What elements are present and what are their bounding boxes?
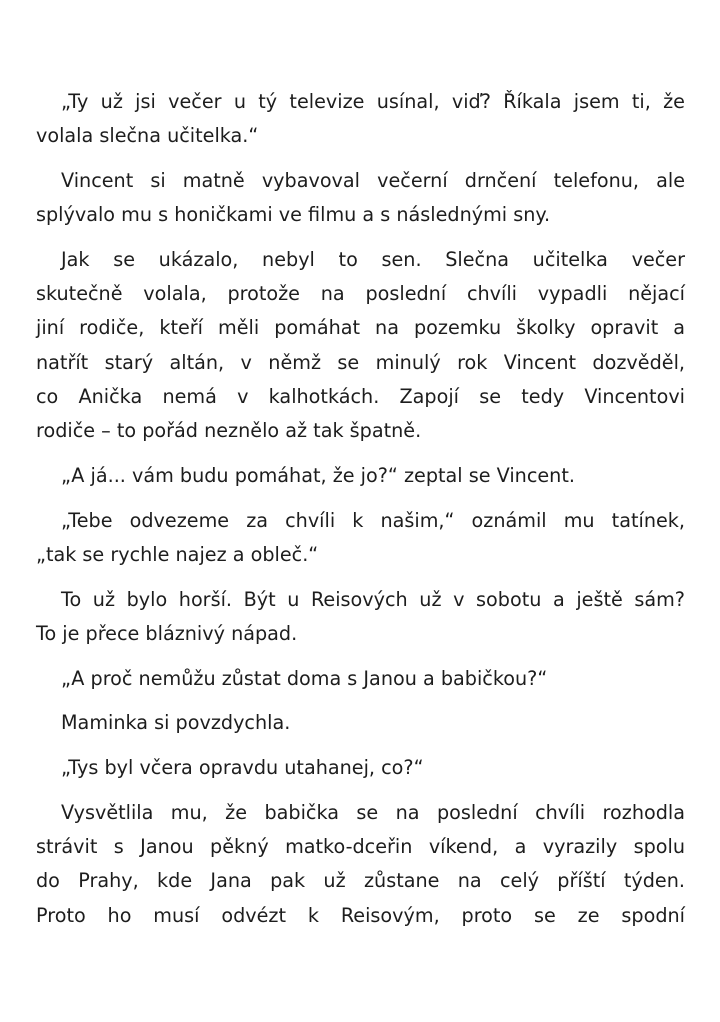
paragraph (36, 662, 685, 696)
text-line: do Prahy, kde Jana pak už zůstane na celý příští týden. (36, 869, 685, 893)
text-line: „Tebe odvezeme za chvíli k našim,“ oznámil mu tatínek, (61, 508, 685, 532)
text-line: Vincent si matně vybavoval večerní drnčení telefonu, ale (61, 169, 685, 192)
paragraph (36, 583, 685, 651)
text-line: volala slečna učitelka.“ (36, 124, 259, 148)
paragraph (36, 459, 685, 493)
paragraph (36, 504, 685, 572)
text-line: To je přece bláznivý nápad. (36, 621, 298, 645)
text-line: To už bylo horší. Být u Reisových už v sobotu a ještě sám? (61, 587, 685, 611)
text-line: jiní rodiče, kteří měli pomáhat na pozemku školky opravit a (36, 316, 685, 340)
text-line: Jak se ukázalo, nebyl to sen. Slečna učitelka večer (61, 248, 685, 271)
text-line: skutečně volala, protože na poslední chvíli vypadli nějací (36, 282, 685, 306)
text-line: „A já... vám budu pomáhat, že jo?“ zeptal se Vincent. (61, 463, 575, 487)
paragraph (36, 85, 685, 153)
paragraph (36, 164, 685, 232)
paragraph (36, 243, 685, 448)
text-line: splývalo mu s honičkami ve filmu a s následnými sny. (36, 203, 551, 227)
text-line: rodiče – to pořád neznělo až tak špatně. (36, 419, 422, 443)
paragraph (36, 751, 685, 785)
text-line: „tak se rychle najez a obleč.“ (36, 542, 319, 566)
text-line: „Tys byl včera opravdu utahanej, co?“ (61, 756, 424, 780)
text-line: „Ty už jsi večer u tý televize usínal, viď? Říkala jsem ti, že (61, 90, 685, 113)
paragraph (36, 706, 685, 740)
text-line: „A proč nemůžu zůstat doma s Janou a babičkou?“ (61, 666, 548, 690)
text-line: Proto ho musí odvézt k Reisovým, proto se ze spodní (36, 903, 685, 927)
text-line: Maminka si povzdychla. (61, 711, 291, 735)
text-line: co Anička nemá v kalhotkách. Zapojí se tedy Vincentovi (36, 384, 685, 408)
paragraph (36, 796, 685, 933)
text-line: natřít starý altán, v němž se minulý rok Vincent dozvěděl, (36, 350, 685, 374)
text-line: Vysvětlila mu, že babička se na poslední chvíli rozhodla (61, 801, 685, 824)
text-line: strávit s Janou pěkný matko-dceřin víkend, a vyrazily spolu (36, 835, 685, 859)
book-page (36, 85, 685, 943)
